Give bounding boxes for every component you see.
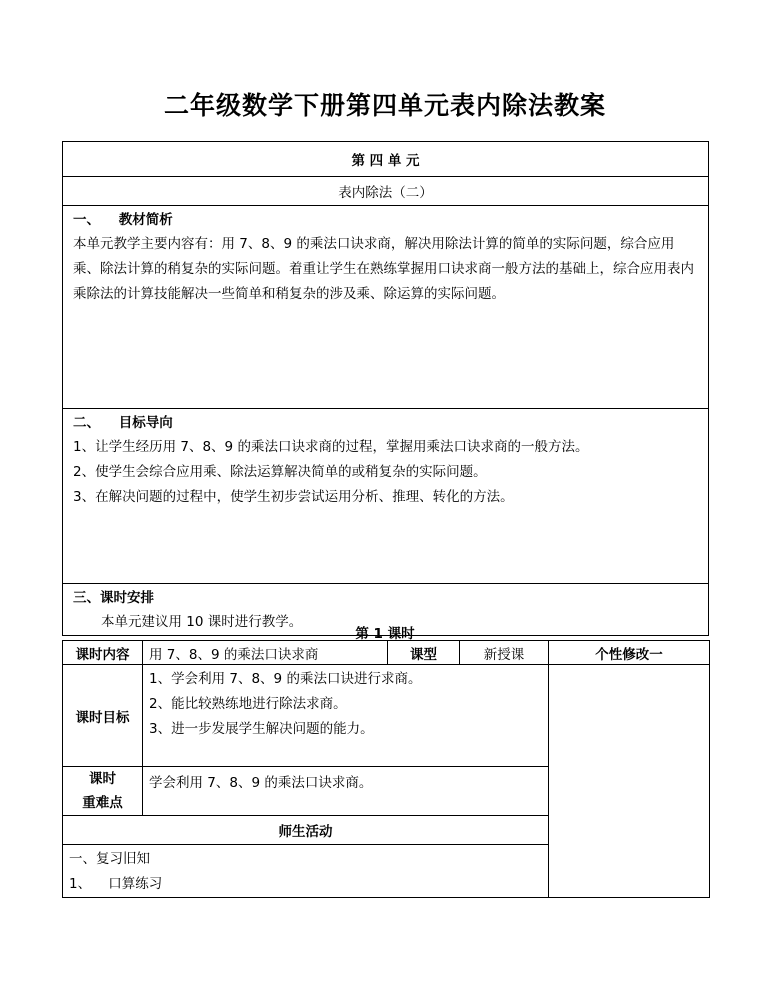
key-points-label-line1: 课时 [89, 771, 116, 787]
lesson-goal: 1、学会利用 7、8、9 的乘法口诀进行求商。 [149, 671, 422, 687]
lesson-goal: 3、进一步发展学生解决问题的能力。 [149, 721, 374, 737]
lesson-table [62, 640, 710, 898]
lesson-goal: 2、能比较熟练地进行除法求商。 [149, 696, 347, 712]
section-heading: 二、 目标导向 [73, 415, 173, 431]
content-label: 课时内容 [63, 641, 143, 665]
key-points-label [63, 767, 143, 816]
unit-heading: 第 四 单 元 [63, 142, 709, 177]
unit-subtitle: 表内除法（二） [63, 177, 709, 206]
unit-table [62, 141, 709, 636]
content-value: 用 7、8、9 的乘法口诀求商 [143, 641, 388, 665]
section-textbook-analysis [63, 206, 709, 409]
key-points-value: 学会利用 7、8、9 的乘法口诀求商。 [143, 767, 549, 816]
section-goals [63, 409, 709, 584]
activity-body [63, 845, 549, 898]
type-label: 课型 [388, 641, 460, 665]
goals-label: 课时目标 [63, 665, 143, 767]
section-heading: 一、 教材简析 [73, 212, 173, 228]
activity-header: 师生活动 [63, 816, 549, 845]
section-heading: 三、课时安排 [73, 590, 154, 606]
activity-line: 1、 口算练习 [69, 876, 163, 892]
section-paragraph: 本单元建议用 10 课时进行教学。 [101, 614, 303, 630]
key-points-label-line2: 重难点 [82, 795, 123, 811]
personal-edit-label: 个性修改一 [549, 641, 710, 665]
goal-item: 2、使学生会综合应用乘、除法运算解决简单的或稍复杂的实际问题。 [73, 464, 487, 480]
document-title: 二年级数学下册第四单元表内除法教案 [163, 91, 606, 120]
lesson-title: 第 1 课时 [355, 626, 415, 642]
personal-edit-cell [549, 665, 710, 898]
activity-line: 一、复习旧知 [69, 851, 150, 867]
goal-item: 1、让学生经历用 7、8、9 的乘法口诀求商的过程，掌握用乘法口诀求商的一般方法。 [73, 439, 589, 455]
goals-list [143, 665, 549, 767]
goal-item: 3、在解决问题的过程中，使学生初步尝试运用分析、推理、转化的方法。 [73, 489, 514, 505]
type-value: 新授课 [460, 641, 549, 665]
section-paragraph: 本单元教学主要内容有：用 7、8、9 的乘法口诀求商，解决用除法计算的简单的实际问题，综合应用乘、除法计算的稍复杂的实际问题。着重让学生在熟练掌握用口诀求商一般方法的基础上，综合应用表内乘除法的计算技能解决一些简单和稍复杂的涉及乘、除运算的实际问题。 [73, 236, 694, 302]
